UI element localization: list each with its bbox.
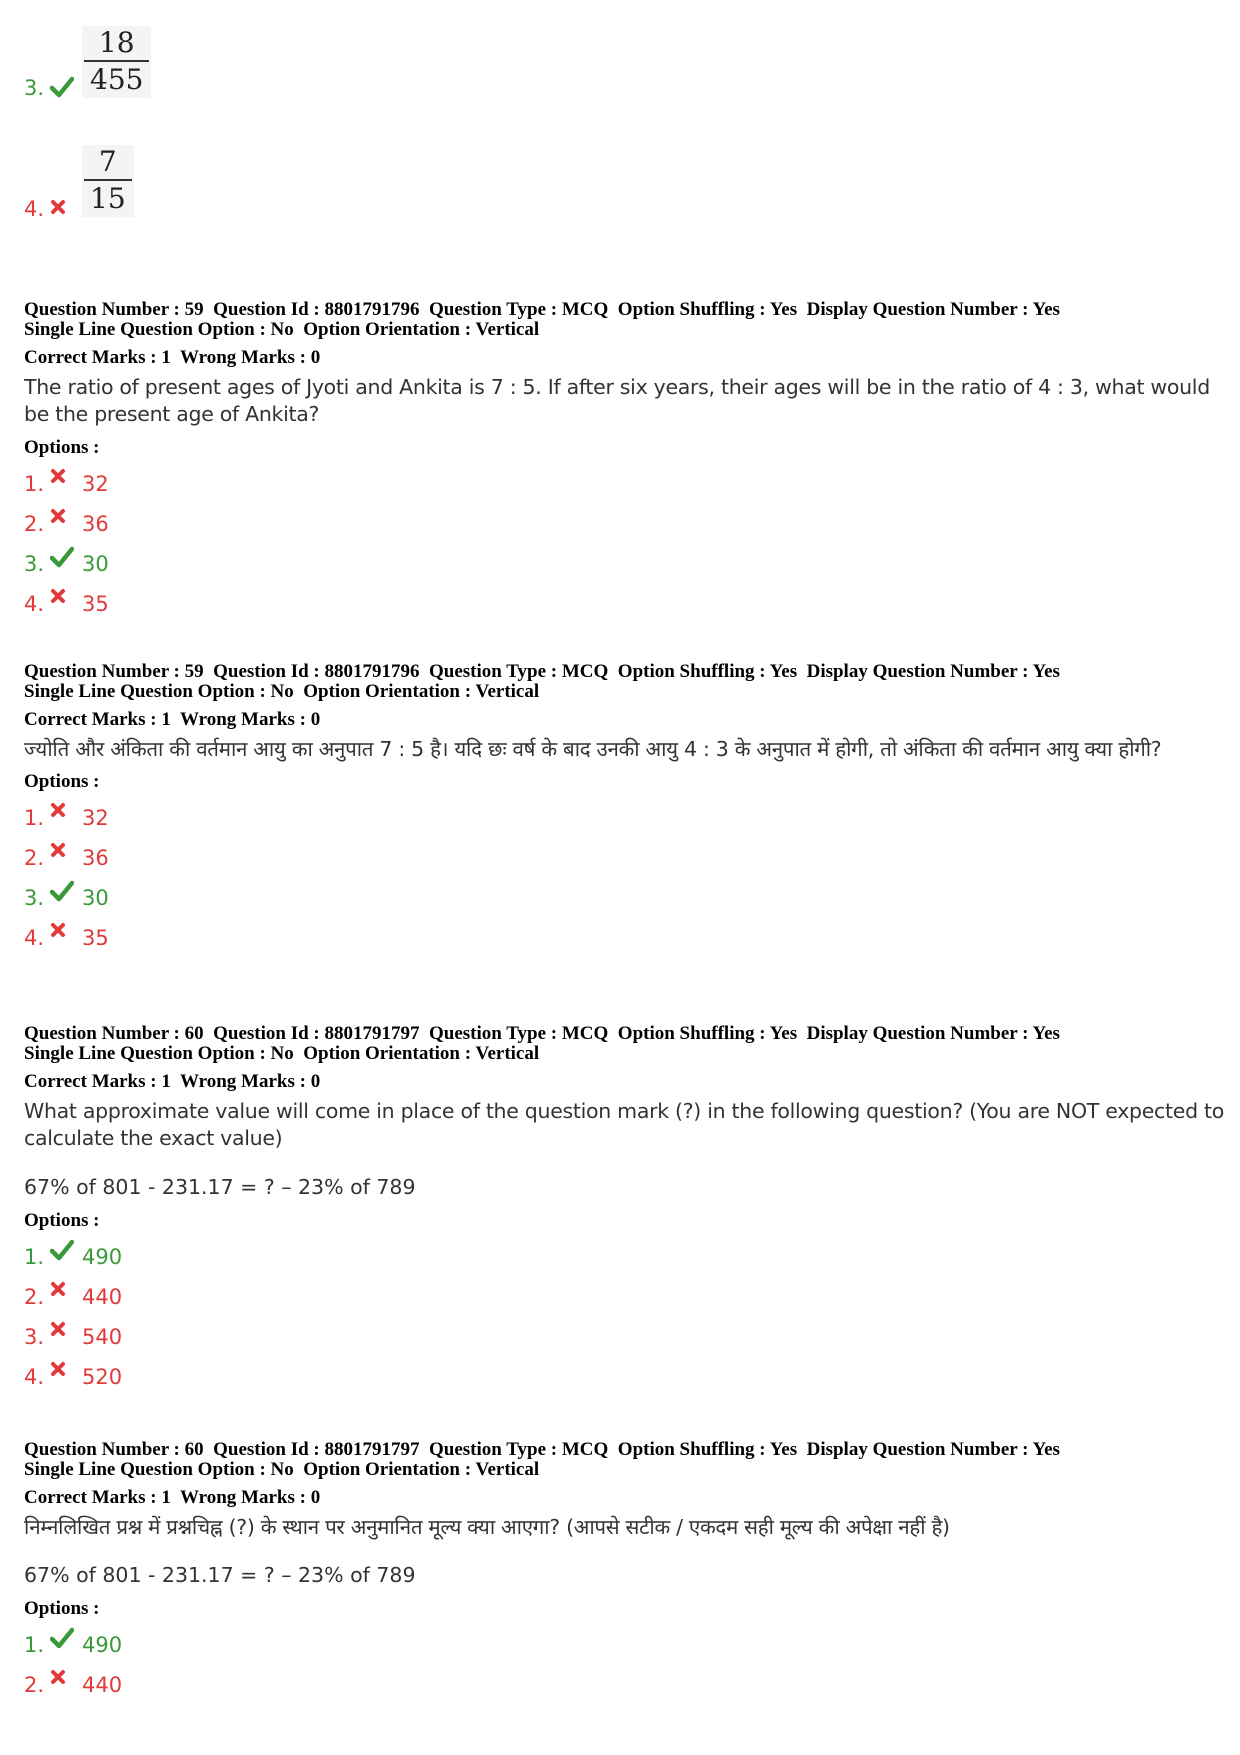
cross-icon <box>50 1281 66 1297</box>
option-3 <box>24 1319 1224 1359</box>
option-2 <box>24 506 1224 546</box>
fraction-numerator: 18 <box>98 26 135 59</box>
option-value: 520 <box>82 1365 123 1389</box>
option-4 <box>24 920 1224 960</box>
check-icon <box>50 546 74 568</box>
options-label: Options : <box>24 1598 100 1619</box>
options-list <box>24 1627 1224 1707</box>
fraction-denominator: 15 <box>90 182 126 215</box>
option-number: 1. <box>24 1633 45 1657</box>
option-value: 490 <box>82 1245 123 1269</box>
question-text: ज्योति और अंकिता की वर्तमान आयु का अनुपात 7 : 5 है। यदि छः वर्ष के बाद उनकी आयु 4 : 3 के अनुपात में होगी, तो अंकिता की वर्तमान आयु क्या होगी? <box>24 737 1162 761</box>
option-number: 2. <box>24 1285 45 1309</box>
cross-icon <box>50 1361 66 1377</box>
question-text: What approximate value will come in place of the question mark (?) in the following question? (You are NOT expected to calculate the exact value) <box>24 1099 1224 1150</box>
question-block-60-english <box>24 1024 1224 1399</box>
option-2 <box>24 840 1224 880</box>
option-value: 30 <box>82 552 109 576</box>
check-icon <box>50 880 74 902</box>
question-meta-line2: Single Line Question Option : No Option Orientation : Vertical <box>24 1459 540 1480</box>
fraction-value <box>82 26 151 98</box>
option-value: 440 <box>82 1673 123 1697</box>
option-value: 490 <box>82 1633 123 1657</box>
option-number: 4. <box>24 197 45 221</box>
options-label: Options : <box>24 1210 100 1231</box>
cross-icon <box>50 842 66 858</box>
fraction-option-3 <box>24 26 224 102</box>
check-icon <box>50 1627 74 1649</box>
option-number: 2. <box>24 1673 45 1697</box>
option-number: 3. <box>24 76 45 100</box>
fraction-numerator: 7 <box>98 145 117 178</box>
question-meta-line2: Single Line Question Option : No Option Orientation : Vertical <box>24 681 540 702</box>
cross-icon <box>50 468 66 484</box>
question-expression: 67% of 801 - 231.17 = ? – 23% of 789 <box>24 1175 416 1199</box>
option-number: 2. <box>24 512 45 536</box>
option-3 <box>24 546 1224 586</box>
option-number: 1. <box>24 472 45 496</box>
question-block-59-hindi <box>24 662 1224 960</box>
option-1 <box>24 1239 1224 1279</box>
option-value: 35 <box>82 592 109 616</box>
option-number: 3. <box>24 886 45 910</box>
question-meta-line1: Question Number : 59 Question Id : 8801791796 Question Type : MCQ Option Shuffling : Yes Display Question Number : Yes <box>24 299 1060 320</box>
question-meta-line2: Single Line Question Option : No Option Orientation : Vertical <box>24 319 540 340</box>
option-2 <box>24 1279 1224 1319</box>
option-value: 35 <box>82 926 109 950</box>
option-value: 36 <box>82 512 109 536</box>
options-list <box>24 1239 1224 1399</box>
option-number: 4. <box>24 1365 45 1389</box>
question-meta-line1: Question Number : 59 Question Id : 8801791796 Question Type : MCQ Option Shuffling : Yes Display Question Number : Yes <box>24 661 1060 682</box>
option-number: 3. <box>24 552 45 576</box>
option-value: 32 <box>82 806 109 830</box>
option-number: 1. <box>24 806 45 830</box>
question-marks: Correct Marks : 1 Wrong Marks : 0 <box>24 1071 321 1092</box>
option-value: 30 <box>82 886 109 910</box>
cross-icon <box>50 802 66 818</box>
cross-icon <box>50 588 66 604</box>
question-meta-line2: Single Line Question Option : No Option Orientation : Vertical <box>24 1043 540 1064</box>
option-1 <box>24 1627 1224 1667</box>
option-value: 540 <box>82 1325 123 1349</box>
option-number: 4. <box>24 926 45 950</box>
options-label: Options : <box>24 771 100 792</box>
check-icon <box>50 1239 74 1261</box>
option-2 <box>24 1667 1224 1707</box>
question-text: निम्नलिखित प्रश्न में प्रश्नचिह्न (?) के स्थान पर अनुमानित मूल्य क्या आएगा? (आपसे सटीक / एकदम सही मूल्य की अपेक्षा नहीं है) <box>24 1515 950 1539</box>
question-expression: 67% of 801 - 231.17 = ? – 23% of 789 <box>24 1563 416 1587</box>
check-icon <box>50 76 74 98</box>
cross-icon <box>50 508 66 524</box>
fraction-option-4 <box>24 145 224 221</box>
option-number: 4. <box>24 592 45 616</box>
options-list <box>24 466 1224 626</box>
question-block-60-hindi <box>24 1440 1224 1707</box>
question-marks: Correct Marks : 1 Wrong Marks : 0 <box>24 709 321 730</box>
option-1 <box>24 800 1224 840</box>
fraction-denominator: 455 <box>90 63 144 96</box>
option-number: 1. <box>24 1245 45 1269</box>
question-meta-line1: Question Number : 60 Question Id : 8801791797 Question Type : MCQ Option Shuffling : Yes Display Question Number : Yes <box>24 1439 1060 1460</box>
fraction-value <box>82 145 134 217</box>
cross-icon <box>50 1321 66 1337</box>
option-value: 36 <box>82 846 109 870</box>
option-3 <box>24 880 1224 920</box>
option-value: 440 <box>82 1285 123 1309</box>
cross-icon <box>50 1669 66 1685</box>
options-list <box>24 800 1224 960</box>
option-4 <box>24 1359 1224 1399</box>
question-text: The ratio of present ages of Jyoti and Ankita is 7 : 5. If after six years, their ages will be in the ratio of 4 : 3, what would be the present age of Ankita? <box>24 375 1210 426</box>
option-4 <box>24 586 1224 626</box>
options-label: Options : <box>24 437 100 458</box>
question-meta-line1: Question Number : 60 Question Id : 8801791797 Question Type : MCQ Option Shuffling : Yes Display Question Number : Yes <box>24 1023 1060 1044</box>
question-marks: Correct Marks : 1 Wrong Marks : 0 <box>24 1487 321 1508</box>
option-value: 32 <box>82 472 109 496</box>
cross-icon <box>50 922 66 938</box>
option-1 <box>24 466 1224 506</box>
cross-icon <box>50 199 66 215</box>
question-block-59-english <box>24 300 1224 626</box>
option-number: 3. <box>24 1325 45 1349</box>
question-marks: Correct Marks : 1 Wrong Marks : 0 <box>24 347 321 368</box>
option-number: 2. <box>24 846 45 870</box>
